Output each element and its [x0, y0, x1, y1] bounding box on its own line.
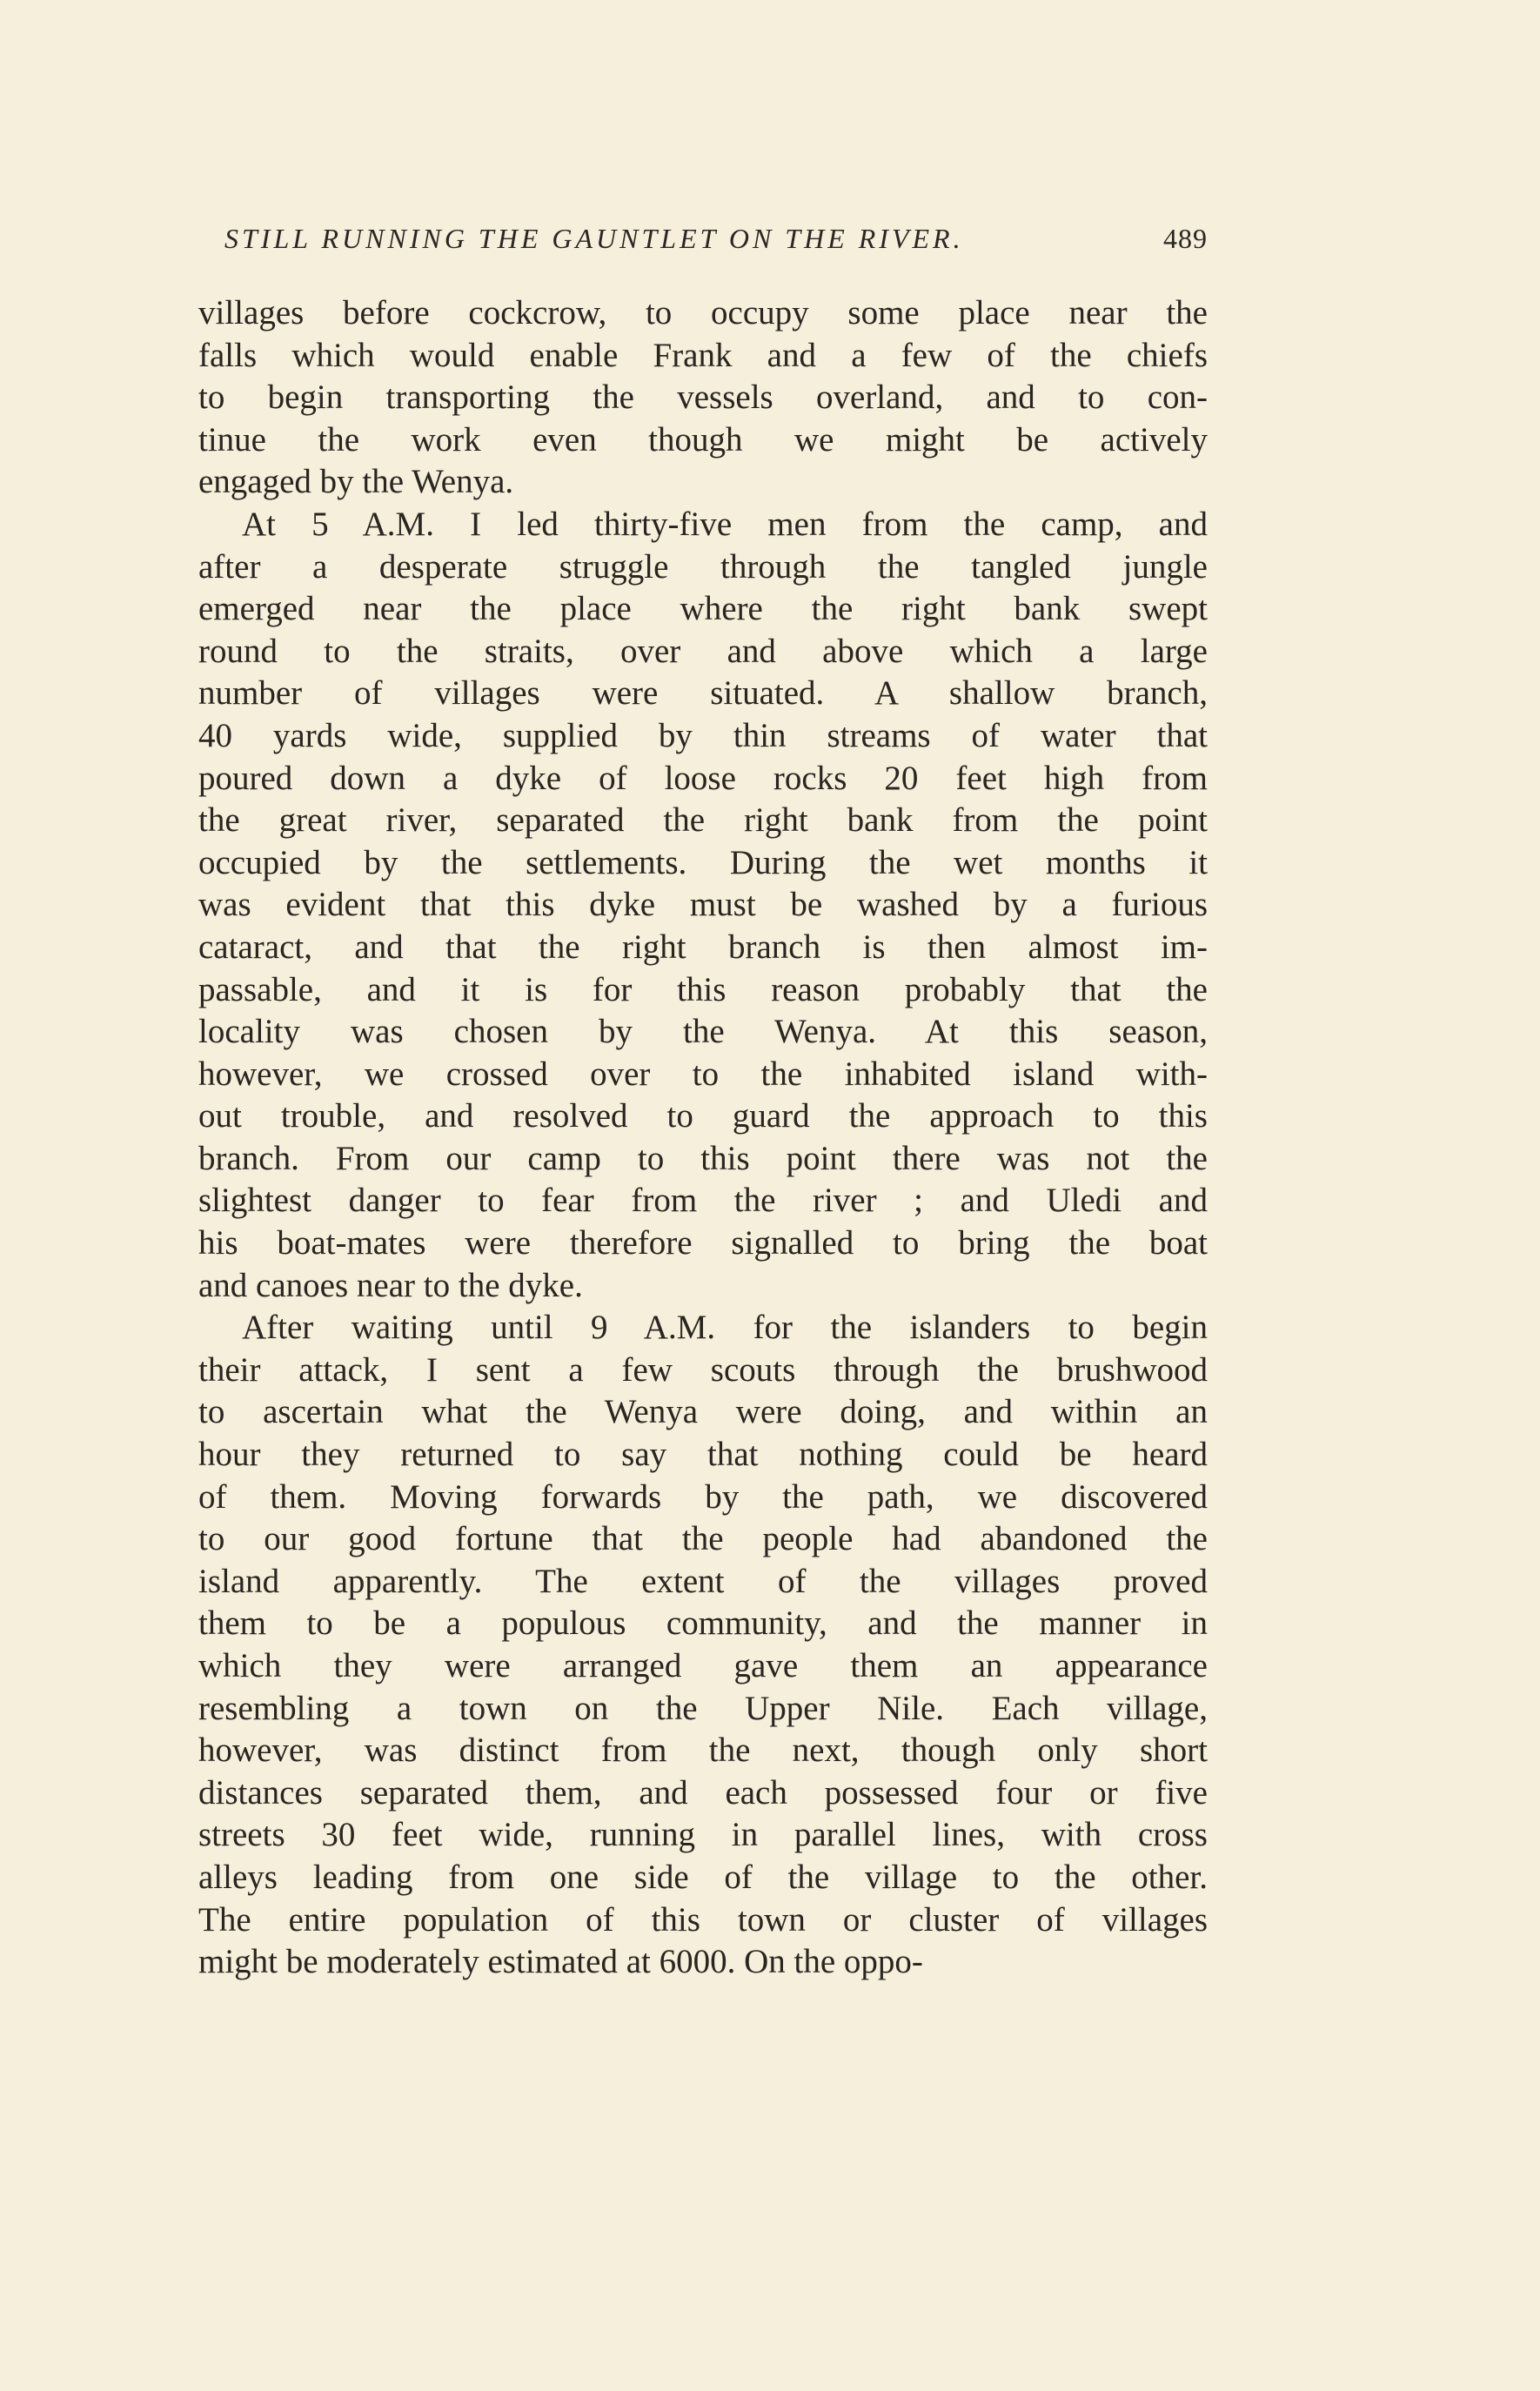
- text-line: round to the straits, over and above which a large: [198, 632, 1208, 670]
- text-line: was evident that this dyke must be washed by a furious: [198, 886, 1208, 924]
- text-line: The entire population of this town or cluster of villages: [198, 1900, 1208, 1939]
- text-line: occupied by the settlements. During the wet months it: [198, 843, 1208, 881]
- text-line: falls which would enable Frank and a few of the chiefs: [198, 336, 1208, 374]
- text-line: 40 yards wide, supplied by thin streams of water that: [198, 716, 1208, 754]
- page-number: 489: [1163, 223, 1208, 254]
- text-line: alleys leading from one side of the village to the other.: [198, 1858, 1208, 1896]
- text-line: of them. Moving forwards by the path, we discovered: [198, 1477, 1208, 1516]
- text-line: his boat-mates were therefore signalled to bring the boat: [198, 1224, 1208, 1262]
- text-line: cataract, and that the right branch is then almost im-: [198, 928, 1208, 966]
- running-head-title: STILL RUNNING THE GAUNTLET ON THE RIVER.: [224, 223, 964, 254]
- text-line: after a desperate struggle through the tangled jungle: [198, 547, 1208, 586]
- body-text: [198, 292, 1208, 1984]
- text-line: locality was chosen by the Wenya. At this season,: [198, 1013, 1208, 1051]
- text-line: After waiting until 9 A.M. for the islanders to begin: [242, 1309, 1208, 1347]
- text-line: slightest danger to fear from the river ; and Uledi and: [198, 1182, 1208, 1220]
- text-line: emerged near the place where the right bank swept: [198, 590, 1208, 628]
- text-line: might be moderately estimated at 6000. On the oppo-: [198, 1943, 923, 1981]
- text-line: them to be a populous community, and the manner in: [198, 1604, 1208, 1643]
- text-line: to ascertain what the Wenya were doing, and within an: [198, 1393, 1208, 1431]
- text-line: their attack, I sent a few scouts through the brushwood: [198, 1350, 1208, 1389]
- text-line: the great river, separated the right bank from the point: [198, 801, 1208, 840]
- text-line: villages before cockcrow, to occupy some place near the: [198, 294, 1208, 332]
- paragraph: [198, 292, 1208, 504]
- text-line: tinue the work even though we might be actively: [198, 420, 1208, 459]
- text-line: to begin transporting the vessels overland, and to con-: [198, 378, 1208, 417]
- text-line: island apparently. The extent of the villages proved: [198, 1562, 1208, 1600]
- text-line: engaged by the Wenya.: [198, 463, 514, 501]
- running-head: [224, 223, 1208, 271]
- text-line: streets 30 feet wide, running in parallel lines, with cross: [198, 1816, 1208, 1854]
- text-line: however, we crossed over to the inhabited island with-: [198, 1055, 1208, 1093]
- text-line: At 5 A.M. I led thirty-five men from the camp, and: [242, 505, 1208, 543]
- text-line: poured down a dyke of loose rocks 20 feet high from: [198, 759, 1208, 797]
- text-line: branch. From our camp to this point there was not the: [198, 1139, 1208, 1177]
- text-line: out trouble, and resolved to guard the approach to this: [198, 1097, 1208, 1135]
- text-line: distances separated them, and each possessed four or five: [198, 1773, 1208, 1812]
- text-line: however, was distinct from the next, though only short: [198, 1731, 1208, 1770]
- paragraph: [198, 504, 1208, 1307]
- paragraph: [198, 1307, 1208, 1984]
- text-line: to our good fortune that the people had abandoned the: [198, 1520, 1208, 1558]
- text-line: and canoes near to the dyke.: [198, 1266, 583, 1304]
- text-line: which they were arranged gave them an appearance: [198, 1647, 1208, 1684]
- text-line: resembling a town on the Upper Nile. Each village,: [198, 1689, 1208, 1727]
- text-line: number of villages were situated. A shallow branch,: [198, 674, 1208, 713]
- text-line: hour they returned to say that nothing could be heard: [198, 1436, 1208, 1474]
- text-line: passable, and it is for this reason probably that the: [198, 970, 1208, 1008]
